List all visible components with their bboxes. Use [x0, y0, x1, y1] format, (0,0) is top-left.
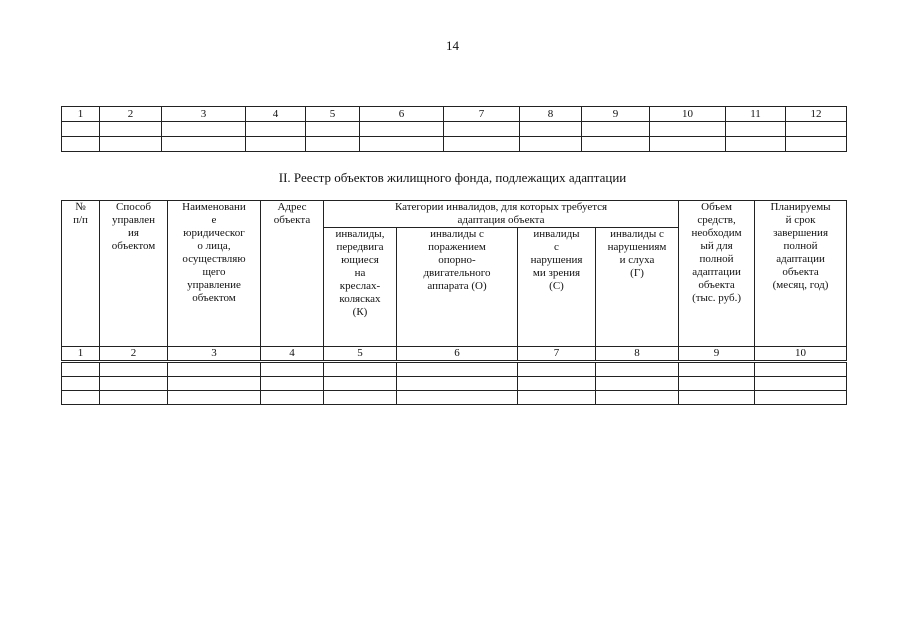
header-num: № п/п: [62, 201, 100, 347]
registry-col-number: 8: [596, 347, 679, 361]
table-cell: [162, 122, 246, 137]
top-table-col-number: 3: [162, 107, 246, 122]
table-cell: [596, 377, 679, 391]
top-table-col-number: 12: [786, 107, 847, 122]
table-cell: [162, 137, 246, 152]
registry-col-number: 9: [679, 347, 755, 361]
table-cell: [100, 122, 162, 137]
top-table-number-row: [62, 107, 847, 122]
table-cell: [62, 377, 100, 391]
table-cell: [582, 137, 650, 152]
table-cell: [582, 122, 650, 137]
registry-empty-row: [62, 377, 847, 391]
registry-col-number: 2: [100, 347, 168, 361]
table-cell: [246, 137, 306, 152]
table-cell: [650, 137, 726, 152]
table-cell: [261, 391, 324, 405]
table-cell: [755, 363, 847, 377]
table-cell: [168, 391, 261, 405]
table-cell: [755, 391, 847, 405]
registry-empty-row: [62, 391, 847, 405]
table-cell: [261, 377, 324, 391]
registry-col-number: 10: [755, 347, 847, 361]
table-cell: [324, 391, 397, 405]
table-cell: [100, 377, 168, 391]
subheader-wheelchair-k: инвалиды, передвига ющиеся на креслах- колясках (К): [324, 228, 397, 347]
registry-column-number-row: [62, 347, 847, 361]
registry-col-number: 3: [168, 347, 261, 361]
table-cell: [62, 391, 100, 405]
table-cell: [650, 122, 726, 137]
table-cell: [397, 377, 518, 391]
table-cell: [62, 137, 100, 152]
top-table-col-number: 4: [246, 107, 306, 122]
table-cell: [679, 377, 755, 391]
registry-header-row: [62, 201, 847, 228]
table-cell: [679, 391, 755, 405]
table-cell: [100, 363, 168, 377]
table-cell: [100, 137, 162, 152]
table-cell: [596, 391, 679, 405]
registry-col-number: 4: [261, 347, 324, 361]
table-cell: [100, 391, 168, 405]
header-planned-term: Планируемы й срок завершения полной адаптации объекта (месяц, год): [755, 201, 847, 347]
table-cell: [397, 363, 518, 377]
table-cell: [324, 377, 397, 391]
top-table-col-number: 5: [306, 107, 360, 122]
table-cell: [360, 122, 444, 137]
registry-col-number: 6: [397, 347, 518, 361]
table-cell: [520, 122, 582, 137]
table-cell: [518, 377, 596, 391]
subheader-musculoskeletal-o: инвалиды с поражением опорно- двигательного аппарата (О): [397, 228, 518, 347]
table-cell: [306, 137, 360, 152]
top-table-col-number: 10: [650, 107, 726, 122]
table-cell: [786, 137, 847, 152]
top-table: [61, 106, 847, 152]
page-number: 14: [446, 38, 459, 53]
header-disability-categories: Категории инвалидов, для которых требуется адаптация объекта: [324, 201, 679, 228]
table-cell: [596, 363, 679, 377]
table-cell: [360, 137, 444, 152]
table-cell: [306, 122, 360, 137]
header-funding-volume: Объем средств, необходим ый для полной адаптации объекта (тыс. руб.): [679, 201, 755, 347]
subheader-vision-s: инвалиды с нарушения ми зрения (С): [518, 228, 596, 347]
table-cell: [168, 363, 261, 377]
top-table-col-number: 7: [444, 107, 520, 122]
table-cell: [444, 137, 520, 152]
top-table-col-number: 8: [520, 107, 582, 122]
registry-col-number: 5: [324, 347, 397, 361]
registry-empty-row: [62, 363, 847, 377]
top-table-col-number: 9: [582, 107, 650, 122]
registry-col-number: 7: [518, 347, 596, 361]
header-management-method: Способ управлен ия объектом: [100, 201, 168, 347]
table-cell: [246, 122, 306, 137]
table-cell: [168, 377, 261, 391]
subheader-hearing-g: инвалиды с нарушениям и слуха (Г): [596, 228, 679, 347]
table-cell: [786, 122, 847, 137]
top-table-col-number: 2: [100, 107, 162, 122]
table-cell: [324, 363, 397, 377]
table-cell: [679, 363, 755, 377]
header-address: Адрес объекта: [261, 201, 324, 347]
header-legal-entity-name: Наименовани е юридическог о лица, осуществляю щего управление объектом: [168, 201, 261, 347]
table-cell: [518, 363, 596, 377]
table-cell: [726, 122, 786, 137]
table-cell: [726, 137, 786, 152]
table-cell: [62, 122, 100, 137]
registry-table: [61, 200, 847, 405]
registry-col-number: 1: [62, 347, 100, 361]
table-cell: [518, 391, 596, 405]
top-table-col-number: 11: [726, 107, 786, 122]
table-cell: [397, 391, 518, 405]
table-cell: [755, 377, 847, 391]
table-cell: [520, 137, 582, 152]
table-cell: [62, 363, 100, 377]
section-title: II. Реестр объектов жилищного фонда, подлежащих адаптации: [278, 170, 627, 185]
top-table-col-number: 6: [360, 107, 444, 122]
top-table-empty-row: [62, 122, 847, 137]
top-table-empty-row: [62, 137, 847, 152]
table-cell: [444, 122, 520, 137]
table-cell: [261, 363, 324, 377]
top-table-col-number: 1: [62, 107, 100, 122]
